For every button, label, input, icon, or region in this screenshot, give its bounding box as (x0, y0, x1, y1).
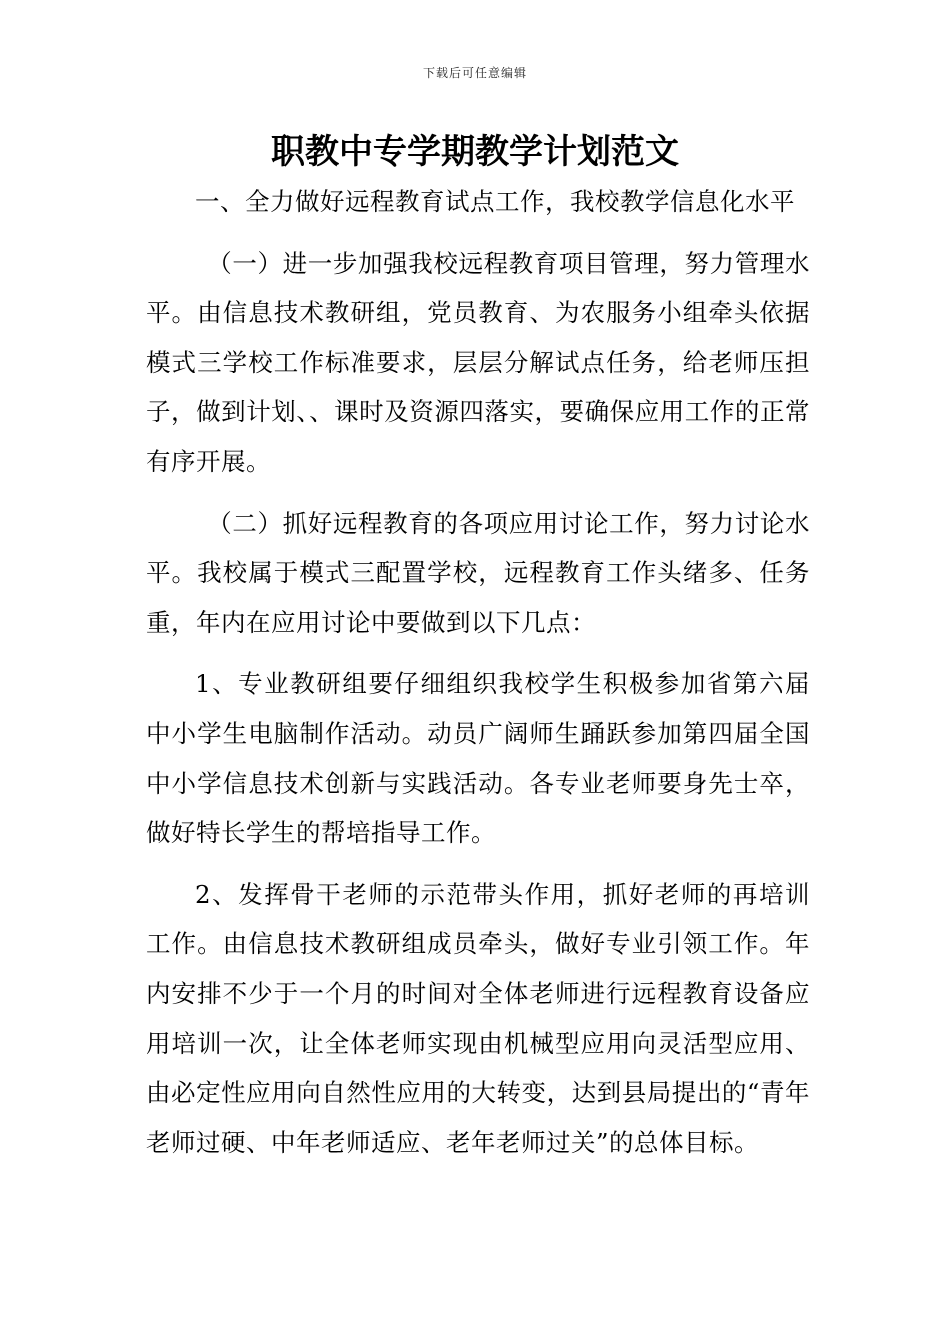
document-body (146, 177, 810, 1179)
header-note: 下载后可任意编辑 (422, 66, 527, 80)
paragraph-2: （一）进一步加强我校远程教育项目管理，努力管理水平。由信息技术教研组，党员教育、为农服务小组牵头依据模式三学校工作标准要求，层层分解试点任务，给老师压担子，做到计划、、课时及资源四落实，要确保应用工作的正常有序开展。 (146, 248, 810, 476)
paragraph-1: 一、全力做好远程教育试点工作，我校教学信息化水平 (195, 187, 795, 216)
paragraph-3: （二）抓好远程教育的各项应用讨论工作，努力讨论水平。我校属于模式三配置学校，远程教育工作头绪多、任务重，年内在应用讨论中要做到以下几点： (146, 508, 810, 637)
paragraph-5: 2、发挥骨干老师的示范带头作用，抓好老师的再培训工作。由信息技术教研组成员牵头，做好专业引领工作。年内安排不少于一个月的时间对全体老师进行远程教育设备应用培训一次，让全体老师实现由机械型应用向灵活型应用、由必定性应用向自然性应用的大转变，达到县局提出的“青年老师过硬、中年老师适应、老年老师过关”的总体目标。 (146, 879, 810, 1157)
document-title: 职教中专学期教学计划范文 (271, 132, 679, 172)
paragraph-4: 1、专业教研组要仔细组织我校学生积极参加省第六届中小学生电脑制作活动。动员广阔师生踊跃参加第四届全国中小学信息技术创新与实践活动。各专业老师要身先士卒，做好特长学生的帮培指导工作。 (146, 669, 810, 848)
